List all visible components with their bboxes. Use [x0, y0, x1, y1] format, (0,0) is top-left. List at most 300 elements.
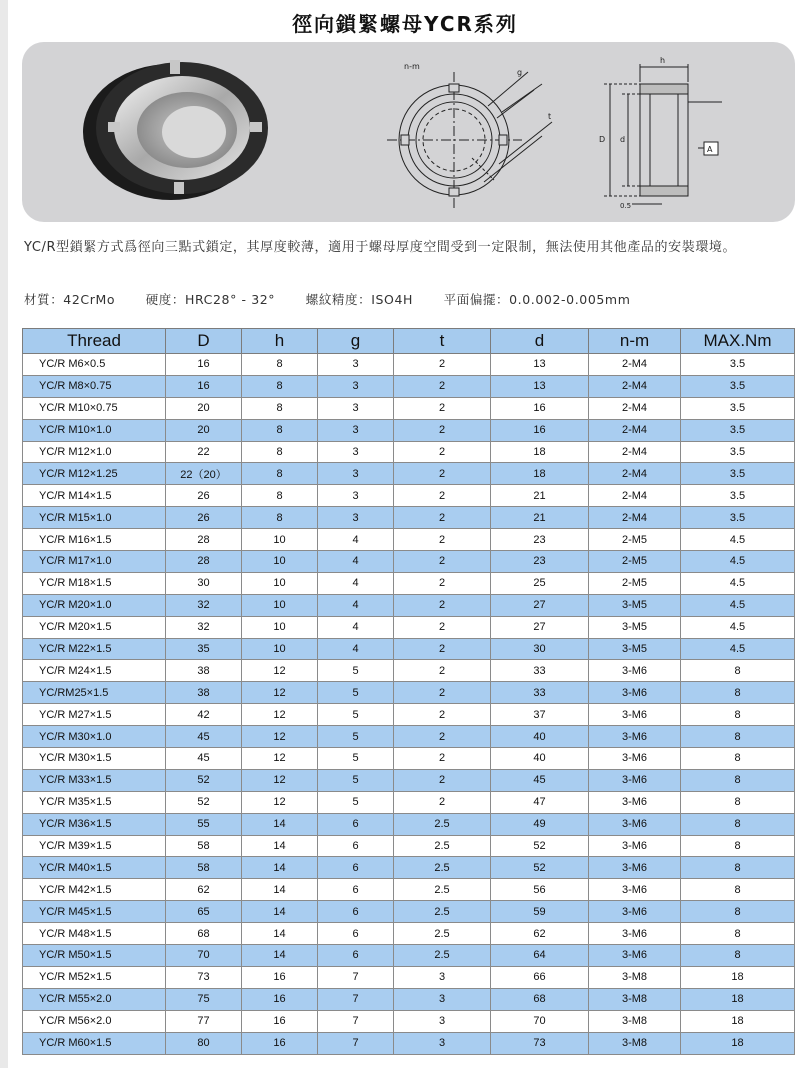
cell-col-d-inner: 16	[491, 397, 589, 419]
cell-col-n-m: 3-M5	[589, 594, 681, 616]
cell-col-thread: YC/R M17×1.0	[23, 551, 166, 573]
cell-col-d-outer: 77	[166, 1010, 242, 1032]
cell-col-d-inner: 73	[491, 1032, 589, 1054]
cell-col-d-inner: 30	[491, 638, 589, 660]
cell-col-h: 8	[242, 463, 318, 485]
cell-col-n-m: 2-M4	[589, 397, 681, 419]
cell-col-d-outer: 38	[166, 682, 242, 704]
cell-col-g: 4	[318, 638, 394, 660]
cell-col-thread: YC/R M42×1.5	[23, 879, 166, 901]
cell-col-h: 16	[242, 1010, 318, 1032]
cell-col-g: 7	[318, 988, 394, 1010]
cell-col-h: 12	[242, 748, 318, 770]
cell-col-n-m: 3-M6	[589, 945, 681, 967]
cell-col-d-outer: 20	[166, 419, 242, 441]
table-row	[23, 966, 795, 988]
table-row	[23, 726, 795, 748]
cell-col-h: 12	[242, 704, 318, 726]
cell-col-d-inner: 21	[491, 507, 589, 529]
cell-col-d-outer: 52	[166, 791, 242, 813]
table-row	[23, 879, 795, 901]
table-row	[23, 769, 795, 791]
cell-col-d-inner: 23	[491, 529, 589, 551]
cell-col-thread: YC/R M16×1.5	[23, 529, 166, 551]
cell-col-d-outer: 22（20）	[166, 463, 242, 485]
cell-col-g: 6	[318, 901, 394, 923]
cell-col-d-outer: 58	[166, 857, 242, 879]
cell-col-max-nm: 8	[681, 945, 795, 967]
material-spec: 材質：42CrMo	[24, 292, 116, 307]
cell-col-d-inner: 27	[491, 594, 589, 616]
cell-col-max-nm: 4.5	[681, 616, 795, 638]
cell-col-max-nm: 3.5	[681, 507, 795, 529]
cell-col-max-nm: 8	[681, 660, 795, 682]
cell-col-h: 14	[242, 901, 318, 923]
cell-col-n-m: 3-M6	[589, 879, 681, 901]
cell-col-d-inner: 21	[491, 485, 589, 507]
cell-col-n-m: 2-M5	[589, 572, 681, 594]
cell-col-t: 2.5	[394, 879, 491, 901]
cell-col-d-inner: 66	[491, 966, 589, 988]
cell-col-n-m: 3-M6	[589, 835, 681, 857]
cell-col-h: 8	[242, 354, 318, 376]
cell-col-d-outer: 75	[166, 988, 242, 1010]
cell-col-d-inner: 52	[491, 835, 589, 857]
cell-col-thread: YC/R M18×1.5	[23, 572, 166, 594]
cell-col-d-inner: 45	[491, 769, 589, 791]
cell-col-t: 2	[394, 638, 491, 660]
table-row	[23, 857, 795, 879]
cell-col-d-inner: 23	[491, 551, 589, 573]
cell-col-n-m: 2-M4	[589, 419, 681, 441]
cell-col-d-inner: 70	[491, 1010, 589, 1032]
table-row	[23, 594, 795, 616]
cell-col-n-m: 3-M6	[589, 748, 681, 770]
cell-col-d-outer: 28	[166, 551, 242, 573]
cell-col-h: 8	[242, 507, 318, 529]
cell-col-n-m: 2-M4	[589, 354, 681, 376]
table-row	[23, 813, 795, 835]
cell-col-n-m: 3-M6	[589, 813, 681, 835]
cell-col-n-m: 2-M4	[589, 463, 681, 485]
header-col-d-inner: d	[491, 329, 589, 354]
cell-col-h: 14	[242, 813, 318, 835]
cell-col-h: 10	[242, 594, 318, 616]
cell-col-d-inner: 68	[491, 988, 589, 1010]
cell-col-g: 7	[318, 966, 394, 988]
cell-col-n-m: 3-M8	[589, 966, 681, 988]
cell-col-g: 5	[318, 748, 394, 770]
table-row	[23, 748, 795, 770]
cell-col-thread: YC/R M36×1.5	[23, 813, 166, 835]
header-col-n-m: n-m	[589, 329, 681, 354]
cell-col-max-nm: 4.5	[681, 572, 795, 594]
cell-col-d-inner: 49	[491, 813, 589, 835]
cell-col-thread: YC/R M10×0.75	[23, 397, 166, 419]
cell-col-t: 2.5	[394, 813, 491, 835]
cell-col-max-nm: 8	[681, 901, 795, 923]
product-figure-panel	[22, 42, 795, 222]
cell-col-t: 2	[394, 419, 491, 441]
cell-col-d-inner: 40	[491, 748, 589, 770]
cell-col-d-inner: 25	[491, 572, 589, 594]
cell-col-n-m: 3-M6	[589, 704, 681, 726]
cell-col-thread: YC/R M15×1.0	[23, 507, 166, 529]
cell-col-d-inner: 16	[491, 419, 589, 441]
cell-col-t: 3	[394, 966, 491, 988]
table-row	[23, 638, 795, 660]
cell-col-max-nm: 8	[681, 835, 795, 857]
gap-label: 0.5	[620, 202, 632, 210]
cell-col-t: 2	[394, 616, 491, 638]
page-title: 徑向鎖緊螺母YCR系列	[292, 12, 518, 36]
cell-col-max-nm: 8	[681, 791, 795, 813]
cell-col-t: 2	[394, 572, 491, 594]
cell-col-h: 12	[242, 726, 318, 748]
table-row	[23, 551, 795, 573]
cell-col-max-nm: 3.5	[681, 397, 795, 419]
cell-col-d-outer: 38	[166, 660, 242, 682]
cell-col-n-m: 3-M6	[589, 857, 681, 879]
cell-col-h: 10	[242, 529, 318, 551]
outer-diameter-label: D	[599, 135, 606, 144]
cell-col-g: 4	[318, 529, 394, 551]
cell-col-h: 8	[242, 485, 318, 507]
cell-col-n-m: 3-M6	[589, 726, 681, 748]
cell-col-t: 2	[394, 726, 491, 748]
cell-col-d-outer: 32	[166, 594, 242, 616]
cell-col-g: 5	[318, 791, 394, 813]
cell-col-g: 3	[318, 507, 394, 529]
cell-col-g: 5	[318, 769, 394, 791]
cell-col-h: 10	[242, 551, 318, 573]
table-row	[23, 529, 795, 551]
cell-col-d-inner: 59	[491, 901, 589, 923]
cell-col-d-inner: 40	[491, 726, 589, 748]
cell-col-g: 3	[318, 375, 394, 397]
cell-col-g: 4	[318, 616, 394, 638]
cell-col-t: 2.5	[394, 901, 491, 923]
header-col-h: h	[242, 329, 318, 354]
cell-col-t: 2.5	[394, 857, 491, 879]
cell-col-t: 2	[394, 463, 491, 485]
cell-col-g: 5	[318, 726, 394, 748]
cell-col-g: 4	[318, 572, 394, 594]
cell-col-thread: YC/R M24×1.5	[23, 660, 166, 682]
hardness-spec: 硬度：HRC28° - 32°	[145, 292, 276, 307]
cell-col-max-nm: 8	[681, 769, 795, 791]
cell-col-t: 2	[394, 397, 491, 419]
cell-col-h: 16	[242, 966, 318, 988]
cell-col-d-outer: 30	[166, 572, 242, 594]
cell-col-t: 2	[394, 791, 491, 813]
table-row	[23, 945, 795, 967]
cell-col-t: 3	[394, 988, 491, 1010]
cell-col-h: 10	[242, 638, 318, 660]
header-col-t: t	[394, 329, 491, 354]
cell-col-thread: YC/R M35×1.5	[23, 791, 166, 813]
cell-col-t: 2.5	[394, 923, 491, 945]
cell-col-d-outer: 62	[166, 879, 242, 901]
cell-col-max-nm: 8	[681, 682, 795, 704]
cell-col-g: 6	[318, 923, 394, 945]
cell-col-h: 12	[242, 682, 318, 704]
table-row	[23, 485, 795, 507]
cell-col-n-m: 3-M6	[589, 660, 681, 682]
cell-col-t: 2	[394, 354, 491, 376]
table-row	[23, 704, 795, 726]
cell-col-g: 7	[318, 1010, 394, 1032]
cell-col-thread: YC/R M8×0.75	[23, 375, 166, 397]
cell-col-n-m: 3-M6	[589, 682, 681, 704]
cell-col-h: 12	[242, 660, 318, 682]
cell-col-max-nm: 8	[681, 879, 795, 901]
cell-col-t: 2	[394, 375, 491, 397]
cell-col-thread: YC/R M48×1.5	[23, 923, 166, 945]
cell-col-max-nm: 4.5	[681, 551, 795, 573]
table-row	[23, 1032, 795, 1054]
cell-col-g: 6	[318, 835, 394, 857]
cell-col-thread: YC/R M12×1.25	[23, 463, 166, 485]
cell-col-d-inner: 37	[491, 704, 589, 726]
cell-col-d-inner: 13	[491, 375, 589, 397]
cell-col-max-nm: 8	[681, 704, 795, 726]
cell-col-n-m: 2-M4	[589, 485, 681, 507]
cell-col-n-m: 2-M4	[589, 507, 681, 529]
cell-col-max-nm: 18	[681, 1032, 795, 1054]
spec-line	[24, 290, 794, 308]
header-col-max-nm: MAX.Nm	[681, 329, 795, 354]
cell-col-d-inner: 62	[491, 923, 589, 945]
front-view-drawing	[387, 72, 552, 208]
cell-col-d-outer: 16	[166, 375, 242, 397]
cell-col-g: 7	[318, 1032, 394, 1054]
cell-col-d-inner: 13	[491, 354, 589, 376]
cell-col-t: 2	[394, 485, 491, 507]
inner-diameter-label: d	[620, 135, 626, 144]
cell-col-t: 2	[394, 704, 491, 726]
cell-col-n-m: 2-M5	[589, 551, 681, 573]
table-row	[23, 923, 795, 945]
cell-col-d-inner: 18	[491, 441, 589, 463]
cell-col-max-nm: 3.5	[681, 419, 795, 441]
table-header-row	[23, 329, 795, 354]
cell-col-thread: YC/RM25×1.5	[23, 682, 166, 704]
cell-col-n-m: 3-M8	[589, 1010, 681, 1032]
left-edge-strip	[0, 0, 8, 1068]
cell-col-max-nm: 4.5	[681, 638, 795, 660]
cell-col-g: 6	[318, 813, 394, 835]
product-description: YC/R型鎖緊方式爲徑向三點式鎖定，其厚度較薄，適用于螺母厚度空間受到一定限制，無法使用其他產品的安裝環境。	[24, 240, 737, 255]
cell-col-t: 2	[394, 507, 491, 529]
cell-col-n-m: 2-M5	[589, 529, 681, 551]
cell-col-d-outer: 70	[166, 945, 242, 967]
cell-col-d-outer: 28	[166, 529, 242, 551]
cell-col-t: 2	[394, 682, 491, 704]
cell-col-g: 3	[318, 463, 394, 485]
cell-col-d-inner: 18	[491, 463, 589, 485]
cell-col-d-inner: 47	[491, 791, 589, 813]
cell-col-thread: YC/R M10×1.0	[23, 419, 166, 441]
cell-col-d-outer: 65	[166, 901, 242, 923]
cell-col-h: 16	[242, 1032, 318, 1054]
header-col-d-outer: D	[166, 329, 242, 354]
table-row	[23, 660, 795, 682]
table-row	[23, 419, 795, 441]
cell-col-t: 3	[394, 1032, 491, 1054]
cell-col-g: 4	[318, 594, 394, 616]
cell-col-thread: YC/R M33×1.5	[23, 769, 166, 791]
cell-col-h: 8	[242, 441, 318, 463]
cell-col-d-inner: 64	[491, 945, 589, 967]
cell-col-g: 5	[318, 704, 394, 726]
cell-col-t: 2.5	[394, 835, 491, 857]
cell-col-d-outer: 20	[166, 397, 242, 419]
cell-col-n-m: 2-M4	[589, 441, 681, 463]
cell-col-d-outer: 45	[166, 748, 242, 770]
cell-col-n-m: 3-M6	[589, 791, 681, 813]
cell-col-n-m: 3-M6	[589, 923, 681, 945]
cell-col-t: 2	[394, 769, 491, 791]
cell-col-max-nm: 4.5	[681, 594, 795, 616]
cell-col-thread: YC/R M14×1.5	[23, 485, 166, 507]
cell-col-thread: YC/R M20×1.0	[23, 594, 166, 616]
cell-col-t: 2	[394, 594, 491, 616]
cell-col-thread: YC/R M20×1.5	[23, 616, 166, 638]
cell-col-g: 6	[318, 857, 394, 879]
cell-col-max-nm: 3.5	[681, 485, 795, 507]
cell-col-thread: YC/R M60×1.5	[23, 1032, 166, 1054]
cell-col-n-m: 3-M6	[589, 901, 681, 923]
cell-col-g: 5	[318, 660, 394, 682]
table-row	[23, 354, 795, 376]
cell-col-thread: YC/R M39×1.5	[23, 835, 166, 857]
cell-col-d-outer: 26	[166, 485, 242, 507]
flatness-spec: 平面偏擺：0.0.002-0.005mm	[443, 292, 631, 307]
cell-col-thread: YC/R M50×1.5	[23, 945, 166, 967]
cell-col-d-outer: 35	[166, 638, 242, 660]
table-row	[23, 682, 795, 704]
cell-col-max-nm: 3.5	[681, 441, 795, 463]
cell-col-thread: YC/R M30×1.5	[23, 748, 166, 770]
cell-col-max-nm: 3.5	[681, 375, 795, 397]
table-row	[23, 1010, 795, 1032]
cell-col-max-nm: 8	[681, 726, 795, 748]
cell-col-d-outer: 42	[166, 704, 242, 726]
cell-col-h: 14	[242, 879, 318, 901]
t-label: t	[548, 112, 552, 121]
cell-col-t: 2	[394, 551, 491, 573]
cell-col-t: 2	[394, 529, 491, 551]
table-row	[23, 572, 795, 594]
cell-col-d-outer: 22	[166, 441, 242, 463]
cell-col-d-outer: 73	[166, 966, 242, 988]
cell-col-d-outer: 58	[166, 835, 242, 857]
lock-nut-photo	[83, 60, 268, 200]
cell-col-d-outer: 55	[166, 813, 242, 835]
cell-col-max-nm: 8	[681, 857, 795, 879]
cell-col-max-nm: 18	[681, 966, 795, 988]
cell-col-max-nm: 18	[681, 988, 795, 1010]
cell-col-thread: YC/R M55×2.0	[23, 988, 166, 1010]
header-col-thread: Thread	[23, 329, 166, 354]
cell-col-g: 5	[318, 682, 394, 704]
cell-col-n-m: 3-M8	[589, 1032, 681, 1054]
cell-col-thread: YC/R M30×1.0	[23, 726, 166, 748]
cell-col-max-nm: 4.5	[681, 529, 795, 551]
cell-col-d-outer: 80	[166, 1032, 242, 1054]
cell-col-d-inner: 27	[491, 616, 589, 638]
table-row	[23, 397, 795, 419]
table-body	[23, 354, 795, 1055]
cell-col-h: 10	[242, 616, 318, 638]
cell-col-h: 8	[242, 397, 318, 419]
cell-col-d-inner: 56	[491, 879, 589, 901]
cell-col-g: 6	[318, 879, 394, 901]
cell-col-d-outer: 16	[166, 354, 242, 376]
cell-col-t: 2	[394, 748, 491, 770]
table-row	[23, 375, 795, 397]
cell-col-g: 3	[318, 397, 394, 419]
cell-col-n-m: 2-M4	[589, 375, 681, 397]
cell-col-h: 12	[242, 791, 318, 813]
cell-col-d-inner: 33	[491, 682, 589, 704]
cell-col-d-outer: 26	[166, 507, 242, 529]
nm-label: n-m	[404, 62, 420, 71]
cell-col-h: 16	[242, 988, 318, 1010]
cell-col-t: 2.5	[394, 945, 491, 967]
cell-col-d-inner: 52	[491, 857, 589, 879]
table-row	[23, 835, 795, 857]
table-row	[23, 507, 795, 529]
table-row	[23, 463, 795, 485]
cell-col-max-nm: 8	[681, 813, 795, 835]
cell-col-h: 14	[242, 835, 318, 857]
cell-col-max-nm: 3.5	[681, 463, 795, 485]
cell-col-d-outer: 68	[166, 923, 242, 945]
cell-col-d-outer: 52	[166, 769, 242, 791]
cell-col-h: 14	[242, 857, 318, 879]
cell-col-g: 3	[318, 441, 394, 463]
cell-col-thread: YC/R M45×1.5	[23, 901, 166, 923]
cell-col-thread: YC/R M12×1.0	[23, 441, 166, 463]
datum-a-label: A	[707, 145, 713, 154]
cell-col-n-m: 3-M5	[589, 638, 681, 660]
table-row	[23, 901, 795, 923]
cell-col-thread: YC/R M27×1.5	[23, 704, 166, 726]
side-section-drawing	[604, 64, 722, 204]
cell-col-h: 8	[242, 375, 318, 397]
table-row	[23, 616, 795, 638]
cell-col-max-nm: 18	[681, 1010, 795, 1032]
table-row	[23, 441, 795, 463]
thread-precision-spec: 螺紋精度：ISO4H	[305, 292, 414, 307]
cell-col-g: 4	[318, 551, 394, 573]
cell-col-h: 14	[242, 923, 318, 945]
cell-col-h: 8	[242, 419, 318, 441]
cell-col-t: 2	[394, 441, 491, 463]
cell-col-thread: YC/R M56×2.0	[23, 1010, 166, 1032]
cell-col-d-outer: 32	[166, 616, 242, 638]
cell-col-g: 3	[318, 485, 394, 507]
cell-col-n-m: 3-M6	[589, 769, 681, 791]
cell-col-thread: YC/R M6×0.5	[23, 354, 166, 376]
header-col-g: g	[318, 329, 394, 354]
cell-col-h: 10	[242, 572, 318, 594]
cell-col-max-nm: 8	[681, 923, 795, 945]
cell-col-g: 3	[318, 419, 394, 441]
table-row	[23, 988, 795, 1010]
